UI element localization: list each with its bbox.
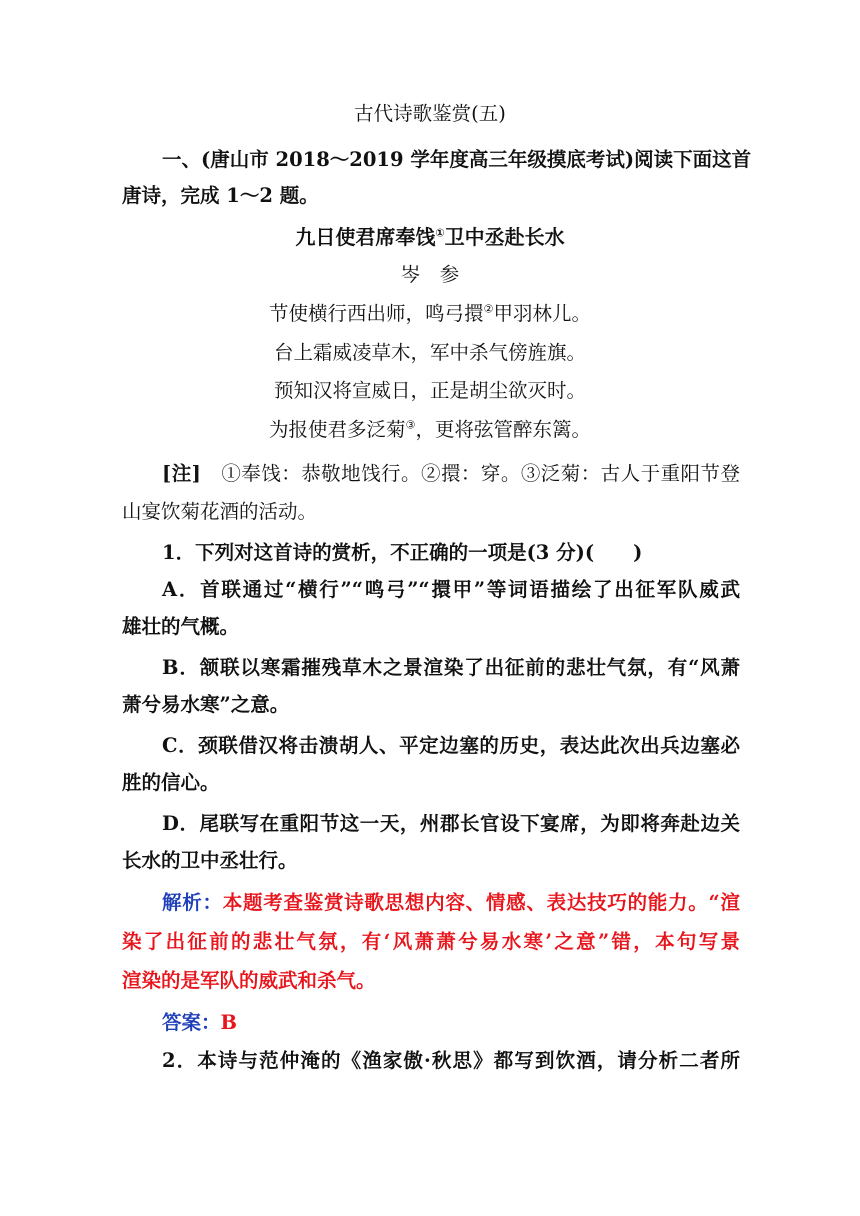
notes-label: [注] [162, 462, 201, 485]
answer-label: 答案： [162, 1011, 221, 1034]
poem-line: 台上霜威凌草木，军中杀气傍旌旗。 [273, 341, 586, 364]
page-title: 古代诗歌鉴赏(五) [354, 102, 506, 125]
option-d-line2: 长水的卫中丞壮行。 [122, 849, 298, 872]
answer-line [122, 1008, 740, 1038]
poem-title-main: 九日使君席奉饯 [295, 225, 436, 249]
notes-line2: 山宴饮菊花酒的活动。 [122, 500, 318, 523]
footnote-marker-1: ① [435, 226, 445, 240]
analysis-line3: 渲染的是军队的威武和杀气。 [122, 969, 376, 992]
analysis-label: 解析： [162, 891, 223, 914]
analysis-line1: 解析：本题考查鉴赏诗歌思想内容、情感、表达技巧的能力。“渲 [162, 891, 740, 914]
option-a-line2: 雄壮的气概。 [122, 615, 240, 638]
option-a-line1: A．首联通过“横行”“鸣弓”“擐甲”等词语描绘了出征军队威武 [162, 578, 740, 601]
poem-line: 预知汉将宣威日，正是胡尘欲灭时。 [273, 379, 586, 402]
option-b-line1: B．颔联以寒霜摧残草木之景渲染了出征前的悲壮气氛，有“风萧 [162, 656, 740, 679]
option-c-line1: C．颈联借汉将击溃胡人、平定边塞的历史，表达此次出兵边塞必 [162, 734, 740, 757]
question1-stem: 1．下列对这首诗的赏析，不正确的一项是(3 分)( ) [162, 541, 643, 564]
option-c-line2: 胜的信心。 [122, 771, 220, 794]
notes-line1: [注] ①奉饯：恭敬地饯行。②擐：穿。③泛菊：古人于重阳节登 [162, 462, 740, 485]
section-intro-line2: 唐诗，完成 1～2 题。 [122, 184, 319, 207]
poem-title [0, 222, 860, 252]
poem-line: 节使横行西出师，鸣弓擐②甲羽林儿。 [269, 302, 591, 325]
poem-title-rest: 卫中丞赴长水 [444, 225, 565, 249]
option-b-line2: 萧兮易水寒”之意。 [122, 693, 290, 716]
footnote-marker-3: ③ [405, 418, 416, 432]
question2-stem: 2．本诗与范仲淹的《渔家傲·秋思》都写到饮酒，请分析二者所 [162, 1049, 740, 1072]
analysis-line2: 染了出征前的悲壮气氛，有‘风萧萧兮易水寒’之意”错，本句写景 [122, 930, 740, 953]
poem-line: 为报使君多泛菊③，更将弦管醉东篱。 [269, 418, 591, 441]
option-d-line1: D．尾联写在重阳节这一天，州郡长官设下宴席，为即将奔赴边关 [162, 812, 740, 835]
section-intro-line1: 一、(唐山市 2018～2019 学年度高三年级摸底考试)阅读下面这首 [162, 148, 752, 171]
poem-author: 岑 参 [400, 263, 460, 286]
answer-value: B [220, 1011, 237, 1034]
footnote-marker-2: ② [483, 302, 494, 316]
